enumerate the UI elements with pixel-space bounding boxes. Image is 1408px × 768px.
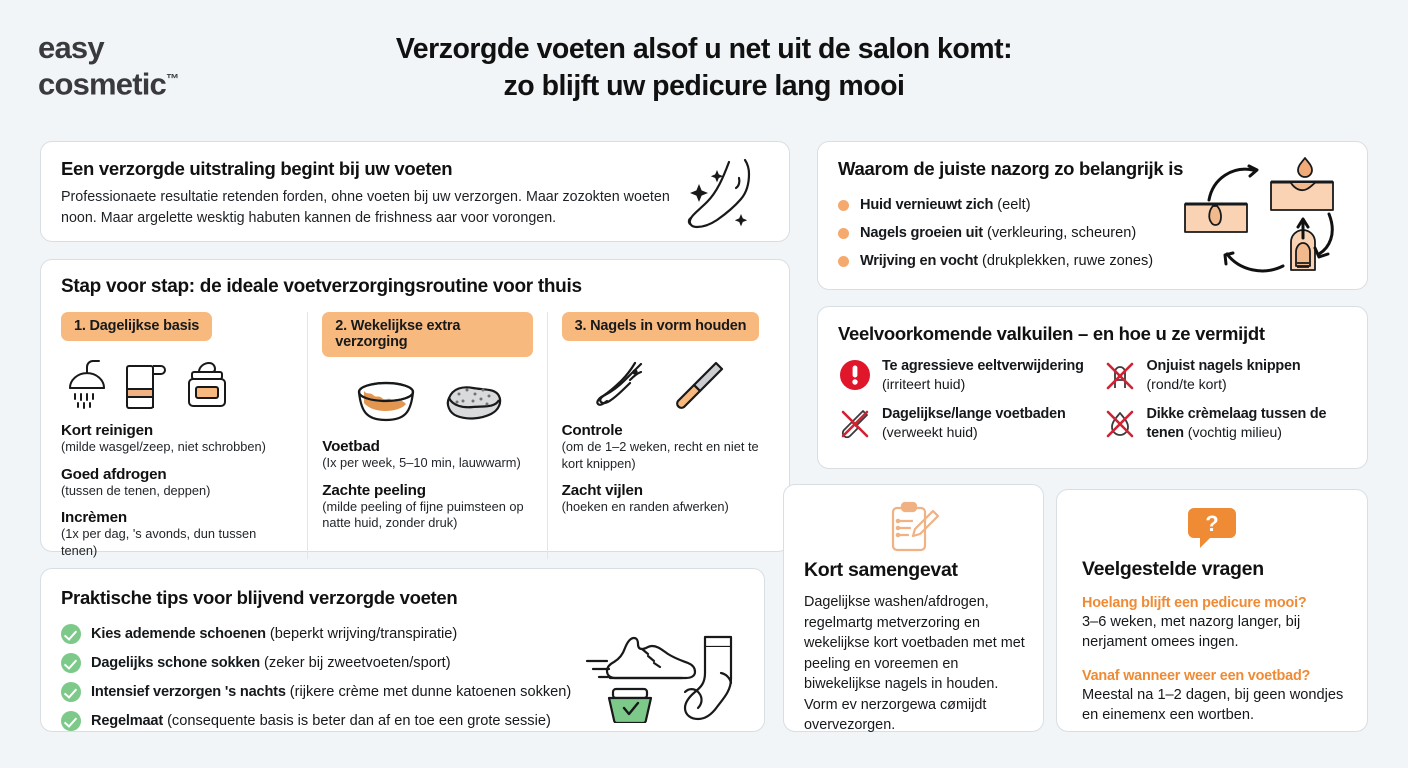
- routine-step: [562, 482, 761, 516]
- intro-card: [40, 141, 790, 242]
- check-circle-icon: [61, 653, 81, 673]
- routine-step: [61, 466, 293, 500]
- step-title: Zacht vijlen: [561, 482, 643, 499]
- why-rest: (drukplekken, ruwe zones): [977, 253, 1154, 269]
- step-title: Voetbad: [322, 438, 380, 455]
- tip-rest: (beperkt wrijving/transpiratie): [265, 625, 458, 642]
- question-bubble-icon: [1186, 504, 1238, 552]
- step-title: Zachte peeling: [322, 481, 426, 499]
- sneaker-icon: [587, 638, 695, 678]
- why-bold: Huid vernieuwt zich: [860, 197, 994, 213]
- step-title: Incrèmen: [61, 509, 127, 526]
- list-item: [838, 405, 1089, 442]
- why-rest: (verkleuring, scheuren): [982, 225, 1137, 241]
- pitfall-bold: Dagelijkse/lange voetbaden: [882, 406, 1066, 422]
- cream-jar-check-icon: [609, 689, 651, 723]
- why-list: [838, 191, 1153, 275]
- check-circle-icon: [61, 711, 81, 731]
- alert-exclamation-icon: [838, 358, 872, 392]
- skin-cross-section-follicle: [1185, 204, 1247, 232]
- routine-icons-3: [562, 350, 761, 412]
- nail-file-icon: [672, 358, 728, 412]
- intro-paragraph: Professionaete resultatie retenden forden, ohne voeten bij uw verzorgen. Maar zozokten woeten noon. Maar argelette wesktig habuten kannen de frishness aar voor vorongen.: [61, 189, 670, 226]
- routine-steps-1: [61, 422, 293, 559]
- faq-answer: 3–6 weken, met nazorg langer, bij nerjament omees ingen.: [1082, 614, 1301, 650]
- sparkling-foot-icon: [677, 156, 773, 236]
- pitfalls-heading: Veelvoorkomende valkuilen – en hoe u ze vermijdt: [838, 323, 1265, 344]
- summary-paragraph: Dagelijkse washen/afdrogen, regelmartg metverzoring en wekelijkse kort voetbaden met met peeling en voreemen en biwekelijkse nagels in houden. Vorm ev nerzorgewa cømijdt overvezorgen.: [804, 594, 1025, 733]
- faq-item[interactable]: [1082, 594, 1352, 652]
- list-item: [1103, 405, 1354, 442]
- pitfall-bold: Onjuist nagels knippen: [1146, 358, 1301, 374]
- foot-bath-bowl-icon: [349, 374, 423, 428]
- bullet-dot-icon: [838, 228, 849, 239]
- sock-icon: [685, 637, 731, 719]
- routine-icons-1: [61, 350, 293, 412]
- why-bold: Wrijving en vocht: [860, 253, 978, 269]
- routine-heading: Stap voor stap: de ideale voetverzorgingsroutine voor thuis: [61, 276, 582, 297]
- routine-column-2: [308, 312, 547, 559]
- pitfall-rest: (rond/te kort): [1146, 375, 1227, 392]
- pitfalls-card: [817, 306, 1368, 469]
- tip-bold: Regelmaat: [91, 712, 164, 729]
- page-title: [300, 31, 1108, 105]
- faq-heading: Veelgestelde vragen: [1082, 558, 1264, 580]
- tip-bold: Dagelijks schone sokken: [91, 654, 260, 671]
- brand-logo-line2: cosmetic™: [38, 66, 179, 102]
- list-item: [838, 357, 1089, 393]
- sponge-icon: [441, 374, 505, 428]
- list-item: [61, 648, 571, 677]
- step-detail: (om de 1–2 weken, recht en niet te kort knippen): [561, 439, 759, 471]
- why-bold: Nagels groeien uit: [860, 225, 983, 241]
- pitfall-rest: (irriteert huid): [882, 375, 966, 392]
- towel-icon: [123, 358, 169, 412]
- step-detail: (milde peeling of fijne puimsteen op natte huid, zonder druk): [322, 498, 524, 530]
- page-title-line1: Verzorgde voeten alsof u net uit de salon komt:: [395, 33, 1013, 65]
- list-item: [61, 706, 571, 735]
- faq-list: [1082, 594, 1352, 725]
- faq-question: Vanaf wanneer weer een voetbad?: [1082, 668, 1311, 684]
- faq-question: Hoelang blijft een pedicure mooi?: [1082, 595, 1307, 611]
- tips-card: [40, 568, 765, 732]
- trademark-symbol: ™: [166, 71, 179, 86]
- bullet-dot-icon: [838, 256, 849, 267]
- check-circle-icon: [61, 624, 81, 644]
- step-title: Goed afdrogen: [61, 465, 167, 483]
- pitfall-rest: (verweekt huid): [882, 423, 978, 440]
- routine-column-1: [57, 312, 308, 559]
- routine-card: [40, 259, 790, 558]
- tips-list: [61, 619, 571, 735]
- tip-bold: Kies ademende schoenen: [91, 625, 266, 642]
- tips-heading: Praktische tips voor blijvend verzorgde voeten: [61, 587, 458, 608]
- step-title: Controle: [561, 422, 623, 439]
- crossed-nail-clipper-icon: [1103, 358, 1137, 392]
- pitfalls-grid: [838, 357, 1353, 442]
- svg-text:?: ?: [1205, 511, 1219, 536]
- brand-logo: [38, 30, 179, 102]
- crossed-brush-icon: [838, 406, 872, 440]
- routine-step: [322, 482, 532, 532]
- check-circle-icon: [61, 682, 81, 702]
- list-item: [61, 677, 571, 706]
- summary-card: [783, 484, 1044, 732]
- nail-clipper-icon: [594, 358, 654, 412]
- routine-step: [322, 438, 532, 472]
- bullet-dot-icon: [838, 200, 849, 211]
- tip-bold: Intensief verzorgen 's nachts: [91, 683, 286, 700]
- brand-logo-line1: easy: [38, 30, 104, 65]
- pitfall-bold: Dikke crèmelaag tussen de tenen: [1146, 406, 1327, 441]
- faq-card: [1056, 489, 1368, 732]
- step-detail: (milde wasgel/zeep, niet schrobben): [61, 439, 266, 454]
- routine-steps-2: [322, 438, 532, 532]
- tip-rest: (rijkere crème met dunne katoenen sokken): [285, 683, 572, 700]
- crossed-cream-icon: [1103, 406, 1137, 440]
- pitfall-rest: (vochtig milieu): [1183, 423, 1282, 440]
- list-item: [838, 219, 1153, 247]
- faq-answer: Meestal na 1–2 dagen, bij geen wondjes en einemenx een wortben.: [1082, 687, 1344, 723]
- tips-illustration: [585, 611, 750, 723]
- step-detail: (1x per dag, 's avonds, dun tussen tenen): [61, 526, 257, 558]
- why-rest: (eelt): [993, 197, 1031, 213]
- list-item: [61, 619, 571, 648]
- why-heading: Waarom de juiste nazorg zo belangrijk is: [838, 158, 1184, 179]
- routine-pill-3: 3. Nagels in vorm houden: [562, 312, 760, 341]
- skin-cross-section-drop: [1271, 158, 1333, 210]
- routine-pill-2: 2. Wekelijkse extra verzorging: [322, 312, 532, 357]
- skin-renewal-cycle-icon: [1179, 156, 1351, 274]
- routine-icons-2: [322, 366, 532, 428]
- routine-step: [562, 422, 761, 472]
- step-detail: (hoeken en randen afwerken): [561, 499, 729, 514]
- why-card: [817, 141, 1368, 290]
- routine-step: [61, 509, 293, 559]
- routine-pill-1: 1. Dagelijkse basis: [61, 312, 212, 341]
- list-item: [838, 191, 1153, 219]
- routine-columns: [57, 312, 775, 559]
- faq-item[interactable]: [1082, 667, 1352, 725]
- routine-step: [61, 422, 293, 456]
- tip-rest: (consequente basis is beter dan af en toe een grote sessie): [163, 712, 551, 729]
- clipboard-pencil-icon: [885, 501, 943, 555]
- step-detail: (Ix per week, 5–10 min, lauwwarm): [322, 455, 521, 470]
- step-detail: (tussen de tenen, deppen): [61, 482, 211, 498]
- routine-column-3: [548, 312, 775, 559]
- summary-heading: Kort samengevat: [804, 559, 958, 581]
- list-item: [1103, 357, 1354, 393]
- page-title-line2: zo blijft uw pedicure lang mooi: [503, 70, 905, 102]
- intro-heading: Een verzorgde uitstraling begint bij uw voeten: [61, 158, 453, 179]
- cream-jar-icon: [183, 358, 231, 412]
- pitfall-bold: Te agressieve eeltverwijdering: [882, 358, 1084, 374]
- showerhead-icon: [61, 358, 109, 412]
- list-item: [838, 247, 1153, 275]
- tip-rest: (zeker bij zweetvoeten/sport): [259, 654, 451, 671]
- step-title: Kort reinigen: [61, 422, 153, 439]
- routine-steps-3: [562, 422, 761, 516]
